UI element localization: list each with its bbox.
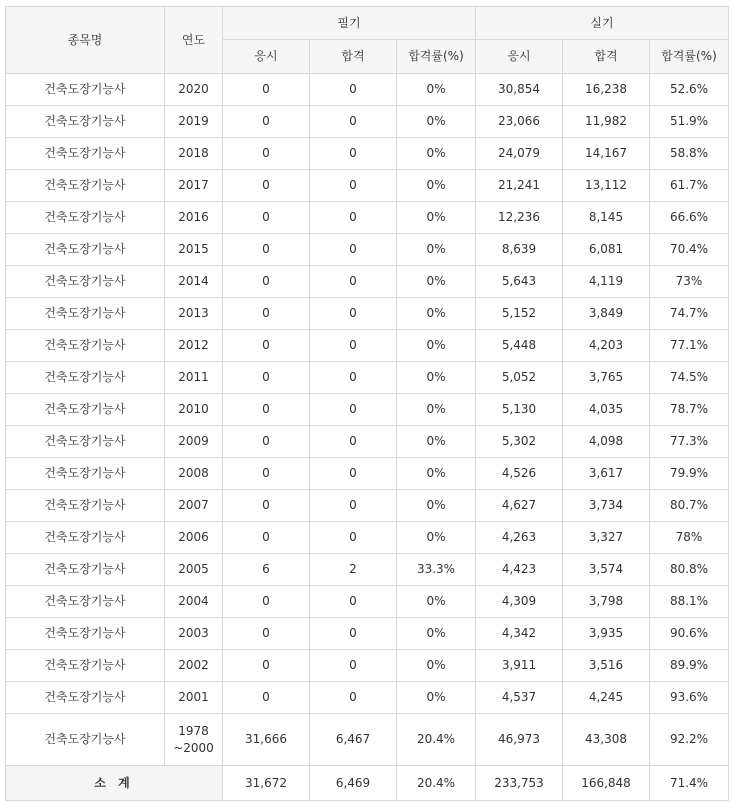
cell-practical-rate: 74.7% bbox=[650, 298, 729, 330]
cell-practical-rate: 74.5% bbox=[650, 362, 729, 394]
cell-written-apply: 0 bbox=[223, 522, 310, 554]
table-row bbox=[6, 554, 729, 586]
table-row bbox=[6, 682, 729, 714]
cell-practical-rate: 92.2% bbox=[650, 714, 729, 766]
cell-written-pass: 0 bbox=[310, 106, 397, 138]
cell-written-rate: 0% bbox=[397, 330, 476, 362]
cell-written-rate: 0% bbox=[397, 682, 476, 714]
cell-practical-pass: 3,734 bbox=[563, 490, 650, 522]
cell-practical-pass: 4,035 bbox=[563, 394, 650, 426]
cell-practical-pass: 3,516 bbox=[563, 650, 650, 682]
cell-written-apply: 0 bbox=[223, 234, 310, 266]
cell-practical-apply: 23,066 bbox=[476, 106, 563, 138]
cell-year: 2013 bbox=[165, 298, 223, 330]
cell-written-rate: 0% bbox=[397, 426, 476, 458]
cell-written-pass: 2 bbox=[310, 554, 397, 586]
cell-practical-rate: 80.8% bbox=[650, 554, 729, 586]
cell-name: 건축도장기능사 bbox=[6, 490, 165, 522]
cell-year: 2001 bbox=[165, 682, 223, 714]
cell-name: 건축도장기능사 bbox=[6, 586, 165, 618]
table-row bbox=[6, 234, 729, 266]
cell-written-rate: 0% bbox=[397, 458, 476, 490]
header-practical: 실기 bbox=[476, 7, 729, 40]
cell-practical-apply: 4,342 bbox=[476, 618, 563, 650]
cell-name: 건축도장기능사 bbox=[6, 522, 165, 554]
cell-practical-rate: 52.6% bbox=[650, 74, 729, 106]
cell-name: 건축도장기능사 bbox=[6, 650, 165, 682]
cell-written-pass: 0 bbox=[310, 682, 397, 714]
cell-name: 건축도장기능사 bbox=[6, 330, 165, 362]
cell-practical-rate: 93.6% bbox=[650, 682, 729, 714]
cell-written-rate: 0% bbox=[397, 138, 476, 170]
cell-name: 건축도장기능사 bbox=[6, 714, 165, 766]
header-written-pass: 합격 bbox=[310, 40, 397, 74]
cell-practical-pass: 14,167 bbox=[563, 138, 650, 170]
cell-practical-pass: 43,308 bbox=[563, 714, 650, 766]
cell-year: 2014 bbox=[165, 266, 223, 298]
subtotal-label: 소 계 bbox=[6, 766, 223, 801]
cell-written-apply: 0 bbox=[223, 74, 310, 106]
cell-practical-apply: 4,309 bbox=[476, 586, 563, 618]
cell-written-rate: 0% bbox=[397, 586, 476, 618]
cell-written-apply: 0 bbox=[223, 650, 310, 682]
cell-written-rate: 0% bbox=[397, 74, 476, 106]
cell-name: 건축도장기능사 bbox=[6, 618, 165, 650]
cell-written-apply: 0 bbox=[223, 682, 310, 714]
cell-practical-apply: 4,526 bbox=[476, 458, 563, 490]
cell-year bbox=[165, 714, 223, 766]
cell-year: 2006 bbox=[165, 522, 223, 554]
cell-written-rate: 0% bbox=[397, 394, 476, 426]
cell-year: 2020 bbox=[165, 74, 223, 106]
cell-written-pass: 0 bbox=[310, 266, 397, 298]
cell-written-rate: 0% bbox=[397, 522, 476, 554]
cell-practical-rate: 78% bbox=[650, 522, 729, 554]
cell-practical-rate: 89.9% bbox=[650, 650, 729, 682]
cell-practical-pass: 8,145 bbox=[563, 202, 650, 234]
table-row bbox=[6, 618, 729, 650]
cell-practical-rate: 77.1% bbox=[650, 330, 729, 362]
cell-written-pass: 0 bbox=[310, 618, 397, 650]
cell-written-rate: 0% bbox=[397, 490, 476, 522]
subtotal-written-apply: 31,672 bbox=[223, 766, 310, 801]
cell-written-pass: 0 bbox=[310, 650, 397, 682]
cell-written-pass: 0 bbox=[310, 394, 397, 426]
cell-year: 2016 bbox=[165, 202, 223, 234]
cell-practical-rate: 79.9% bbox=[650, 458, 729, 490]
table-row bbox=[6, 394, 729, 426]
cell-practical-pass: 16,238 bbox=[563, 74, 650, 106]
cell-practical-rate: 90.6% bbox=[650, 618, 729, 650]
cell-written-pass: 0 bbox=[310, 586, 397, 618]
cell-practical-rate: 88.1% bbox=[650, 586, 729, 618]
cell-practical-rate: 77.3% bbox=[650, 426, 729, 458]
cell-written-pass: 0 bbox=[310, 234, 397, 266]
cell-name: 건축도장기능사 bbox=[6, 138, 165, 170]
table-row bbox=[6, 170, 729, 202]
cell-written-apply: 0 bbox=[223, 426, 310, 458]
cell-year: 2019 bbox=[165, 106, 223, 138]
cell-written-pass: 0 bbox=[310, 170, 397, 202]
header-practical-rate: 합격률(%) bbox=[650, 40, 729, 74]
subtotal-practical-pass: 166,848 bbox=[563, 766, 650, 801]
cell-written-rate: 20.4% bbox=[397, 714, 476, 766]
cell-practical-pass: 11,982 bbox=[563, 106, 650, 138]
cell-practical-rate: 70.4% bbox=[650, 234, 729, 266]
cell-practical-apply: 4,627 bbox=[476, 490, 563, 522]
table-row bbox=[6, 362, 729, 394]
cell-practical-apply: 5,152 bbox=[476, 298, 563, 330]
cell-written-rate: 0% bbox=[397, 650, 476, 682]
cell-practical-apply: 4,537 bbox=[476, 682, 563, 714]
cell-written-pass: 6,467 bbox=[310, 714, 397, 766]
cell-written-apply: 0 bbox=[223, 330, 310, 362]
cell-practical-apply: 8,639 bbox=[476, 234, 563, 266]
cell-practical-pass: 4,119 bbox=[563, 266, 650, 298]
cell-practical-apply: 30,854 bbox=[476, 74, 563, 106]
cell-practical-pass: 13,112 bbox=[563, 170, 650, 202]
cell-year: 2009 bbox=[165, 426, 223, 458]
subtotal-written-rate: 20.4% bbox=[397, 766, 476, 801]
cell-written-pass: 0 bbox=[310, 458, 397, 490]
cell-practical-pass: 4,245 bbox=[563, 682, 650, 714]
cell-written-pass: 0 bbox=[310, 330, 397, 362]
cell-practical-apply: 46,973 bbox=[476, 714, 563, 766]
cell-year: 2004 bbox=[165, 586, 223, 618]
table-row bbox=[6, 266, 729, 298]
cell-written-apply: 0 bbox=[223, 458, 310, 490]
cell-written-rate: 0% bbox=[397, 170, 476, 202]
cell-written-pass: 0 bbox=[310, 298, 397, 330]
cell-year: 2007 bbox=[165, 490, 223, 522]
cell-practical-pass: 3,935 bbox=[563, 618, 650, 650]
cell-name: 건축도장기능사 bbox=[6, 362, 165, 394]
cell-name: 건축도장기능사 bbox=[6, 106, 165, 138]
cell-written-apply: 0 bbox=[223, 618, 310, 650]
subtotal-written-pass: 6,469 bbox=[310, 766, 397, 801]
cell-practical-pass: 3,849 bbox=[563, 298, 650, 330]
cell-written-rate: 0% bbox=[397, 618, 476, 650]
cell-written-apply: 31,666 bbox=[223, 714, 310, 766]
cell-written-rate: 0% bbox=[397, 202, 476, 234]
table-row bbox=[6, 458, 729, 490]
cell-year: 2010 bbox=[165, 394, 223, 426]
cell-written-rate: 0% bbox=[397, 266, 476, 298]
cell-written-apply: 0 bbox=[223, 298, 310, 330]
cell-written-apply: 0 bbox=[223, 106, 310, 138]
table-row bbox=[6, 522, 729, 554]
cell-written-apply: 0 bbox=[223, 490, 310, 522]
cell-written-pass: 0 bbox=[310, 138, 397, 170]
cell-name: 건축도장기능사 bbox=[6, 458, 165, 490]
cell-practical-rate: 73% bbox=[650, 266, 729, 298]
cell-written-rate: 33.3% bbox=[397, 554, 476, 586]
cell-written-apply: 0 bbox=[223, 394, 310, 426]
cell-written-rate: 0% bbox=[397, 234, 476, 266]
cell-practical-apply: 5,448 bbox=[476, 330, 563, 362]
cell-written-rate: 0% bbox=[397, 362, 476, 394]
table-row bbox=[6, 490, 729, 522]
cell-name: 건축도장기능사 bbox=[6, 554, 165, 586]
cell-year: 2015 bbox=[165, 234, 223, 266]
cell-practical-pass: 4,098 bbox=[563, 426, 650, 458]
cell-practical-apply: 5,302 bbox=[476, 426, 563, 458]
cell-written-apply: 0 bbox=[223, 170, 310, 202]
table-row bbox=[6, 298, 729, 330]
cell-practical-apply: 3,911 bbox=[476, 650, 563, 682]
cell-practical-pass: 6,081 bbox=[563, 234, 650, 266]
cell-name: 건축도장기능사 bbox=[6, 170, 165, 202]
cell-name: 건축도장기능사 bbox=[6, 426, 165, 458]
subtotal-row bbox=[6, 766, 729, 801]
header-name: 종목명 bbox=[6, 7, 165, 74]
cell-name: 건축도장기능사 bbox=[6, 234, 165, 266]
cell-practical-pass: 3,798 bbox=[563, 586, 650, 618]
table-row bbox=[6, 586, 729, 618]
cell-year: 2012 bbox=[165, 330, 223, 362]
cell-year: 2005 bbox=[165, 554, 223, 586]
cell-practical-rate: 80.7% bbox=[650, 490, 729, 522]
cell-written-apply: 6 bbox=[223, 554, 310, 586]
cell-year: 2003 bbox=[165, 618, 223, 650]
cell-year: 2018 bbox=[165, 138, 223, 170]
cell-year: 2011 bbox=[165, 362, 223, 394]
cell-written-apply: 0 bbox=[223, 266, 310, 298]
table-row bbox=[6, 426, 729, 458]
header-written-apply: 응시 bbox=[223, 40, 310, 74]
cell-name: 건축도장기능사 bbox=[6, 298, 165, 330]
cell-practical-apply: 4,263 bbox=[476, 522, 563, 554]
cell-name: 건축도장기능사 bbox=[6, 682, 165, 714]
cell-practical-rate: 51.9% bbox=[650, 106, 729, 138]
header-year: 연도 bbox=[165, 7, 223, 74]
header-written-rate: 합격률(%) bbox=[397, 40, 476, 74]
cell-written-pass: 0 bbox=[310, 522, 397, 554]
header-practical-pass: 합격 bbox=[563, 40, 650, 74]
exam-stats-table bbox=[5, 6, 729, 801]
cell-practical-rate: 58.8% bbox=[650, 138, 729, 170]
subtotal-practical-rate: 71.4% bbox=[650, 766, 729, 801]
cell-year: 2002 bbox=[165, 650, 223, 682]
cell-written-rate: 0% bbox=[397, 106, 476, 138]
cell-written-pass: 0 bbox=[310, 202, 397, 234]
cell-practical-pass: 4,203 bbox=[563, 330, 650, 362]
cell-practical-apply: 5,643 bbox=[476, 266, 563, 298]
cell-practical-rate: 61.7% bbox=[650, 170, 729, 202]
cell-written-apply: 0 bbox=[223, 362, 310, 394]
cell-year: 2008 bbox=[165, 458, 223, 490]
cell-name: 건축도장기능사 bbox=[6, 394, 165, 426]
table-row bbox=[6, 138, 729, 170]
header-practical-apply: 응시 bbox=[476, 40, 563, 74]
cell-written-apply: 0 bbox=[223, 586, 310, 618]
cell-year: 2017 bbox=[165, 170, 223, 202]
table-row bbox=[6, 330, 729, 362]
cell-written-pass: 0 bbox=[310, 74, 397, 106]
cell-written-apply: 0 bbox=[223, 202, 310, 234]
cell-practical-pass: 3,327 bbox=[563, 522, 650, 554]
cell-name: 건축도장기능사 bbox=[6, 202, 165, 234]
cell-name: 건축도장기능사 bbox=[6, 74, 165, 106]
cell-name: 건축도장기능사 bbox=[6, 266, 165, 298]
cell-practical-apply: 21,241 bbox=[476, 170, 563, 202]
cell-practical-pass: 3,765 bbox=[563, 362, 650, 394]
cell-practical-pass: 3,617 bbox=[563, 458, 650, 490]
cell-practical-rate: 78.7% bbox=[650, 394, 729, 426]
cell-practical-apply: 5,052 bbox=[476, 362, 563, 394]
cell-practical-apply: 4,423 bbox=[476, 554, 563, 586]
header-written: 필기 bbox=[223, 7, 476, 40]
table-row bbox=[6, 106, 729, 138]
cell-practical-pass: 3,574 bbox=[563, 554, 650, 586]
cell-practical-rate: 66.6% bbox=[650, 202, 729, 234]
cell-written-pass: 0 bbox=[310, 362, 397, 394]
cell-practical-apply: 5,130 bbox=[476, 394, 563, 426]
cell-written-rate: 0% bbox=[397, 298, 476, 330]
cell-practical-apply: 12,236 bbox=[476, 202, 563, 234]
cell-written-pass: 0 bbox=[310, 490, 397, 522]
cell-practical-apply: 24,079 bbox=[476, 138, 563, 170]
table-row bbox=[6, 714, 729, 766]
table-row bbox=[6, 74, 729, 106]
year-range-end: ~2000 bbox=[173, 740, 214, 755]
year-range-start: 1978 bbox=[178, 724, 209, 739]
table-row bbox=[6, 202, 729, 234]
cell-written-apply: 0 bbox=[223, 138, 310, 170]
cell-written-pass: 0 bbox=[310, 426, 397, 458]
subtotal-practical-apply: 233,753 bbox=[476, 766, 563, 801]
table-row bbox=[6, 650, 729, 682]
